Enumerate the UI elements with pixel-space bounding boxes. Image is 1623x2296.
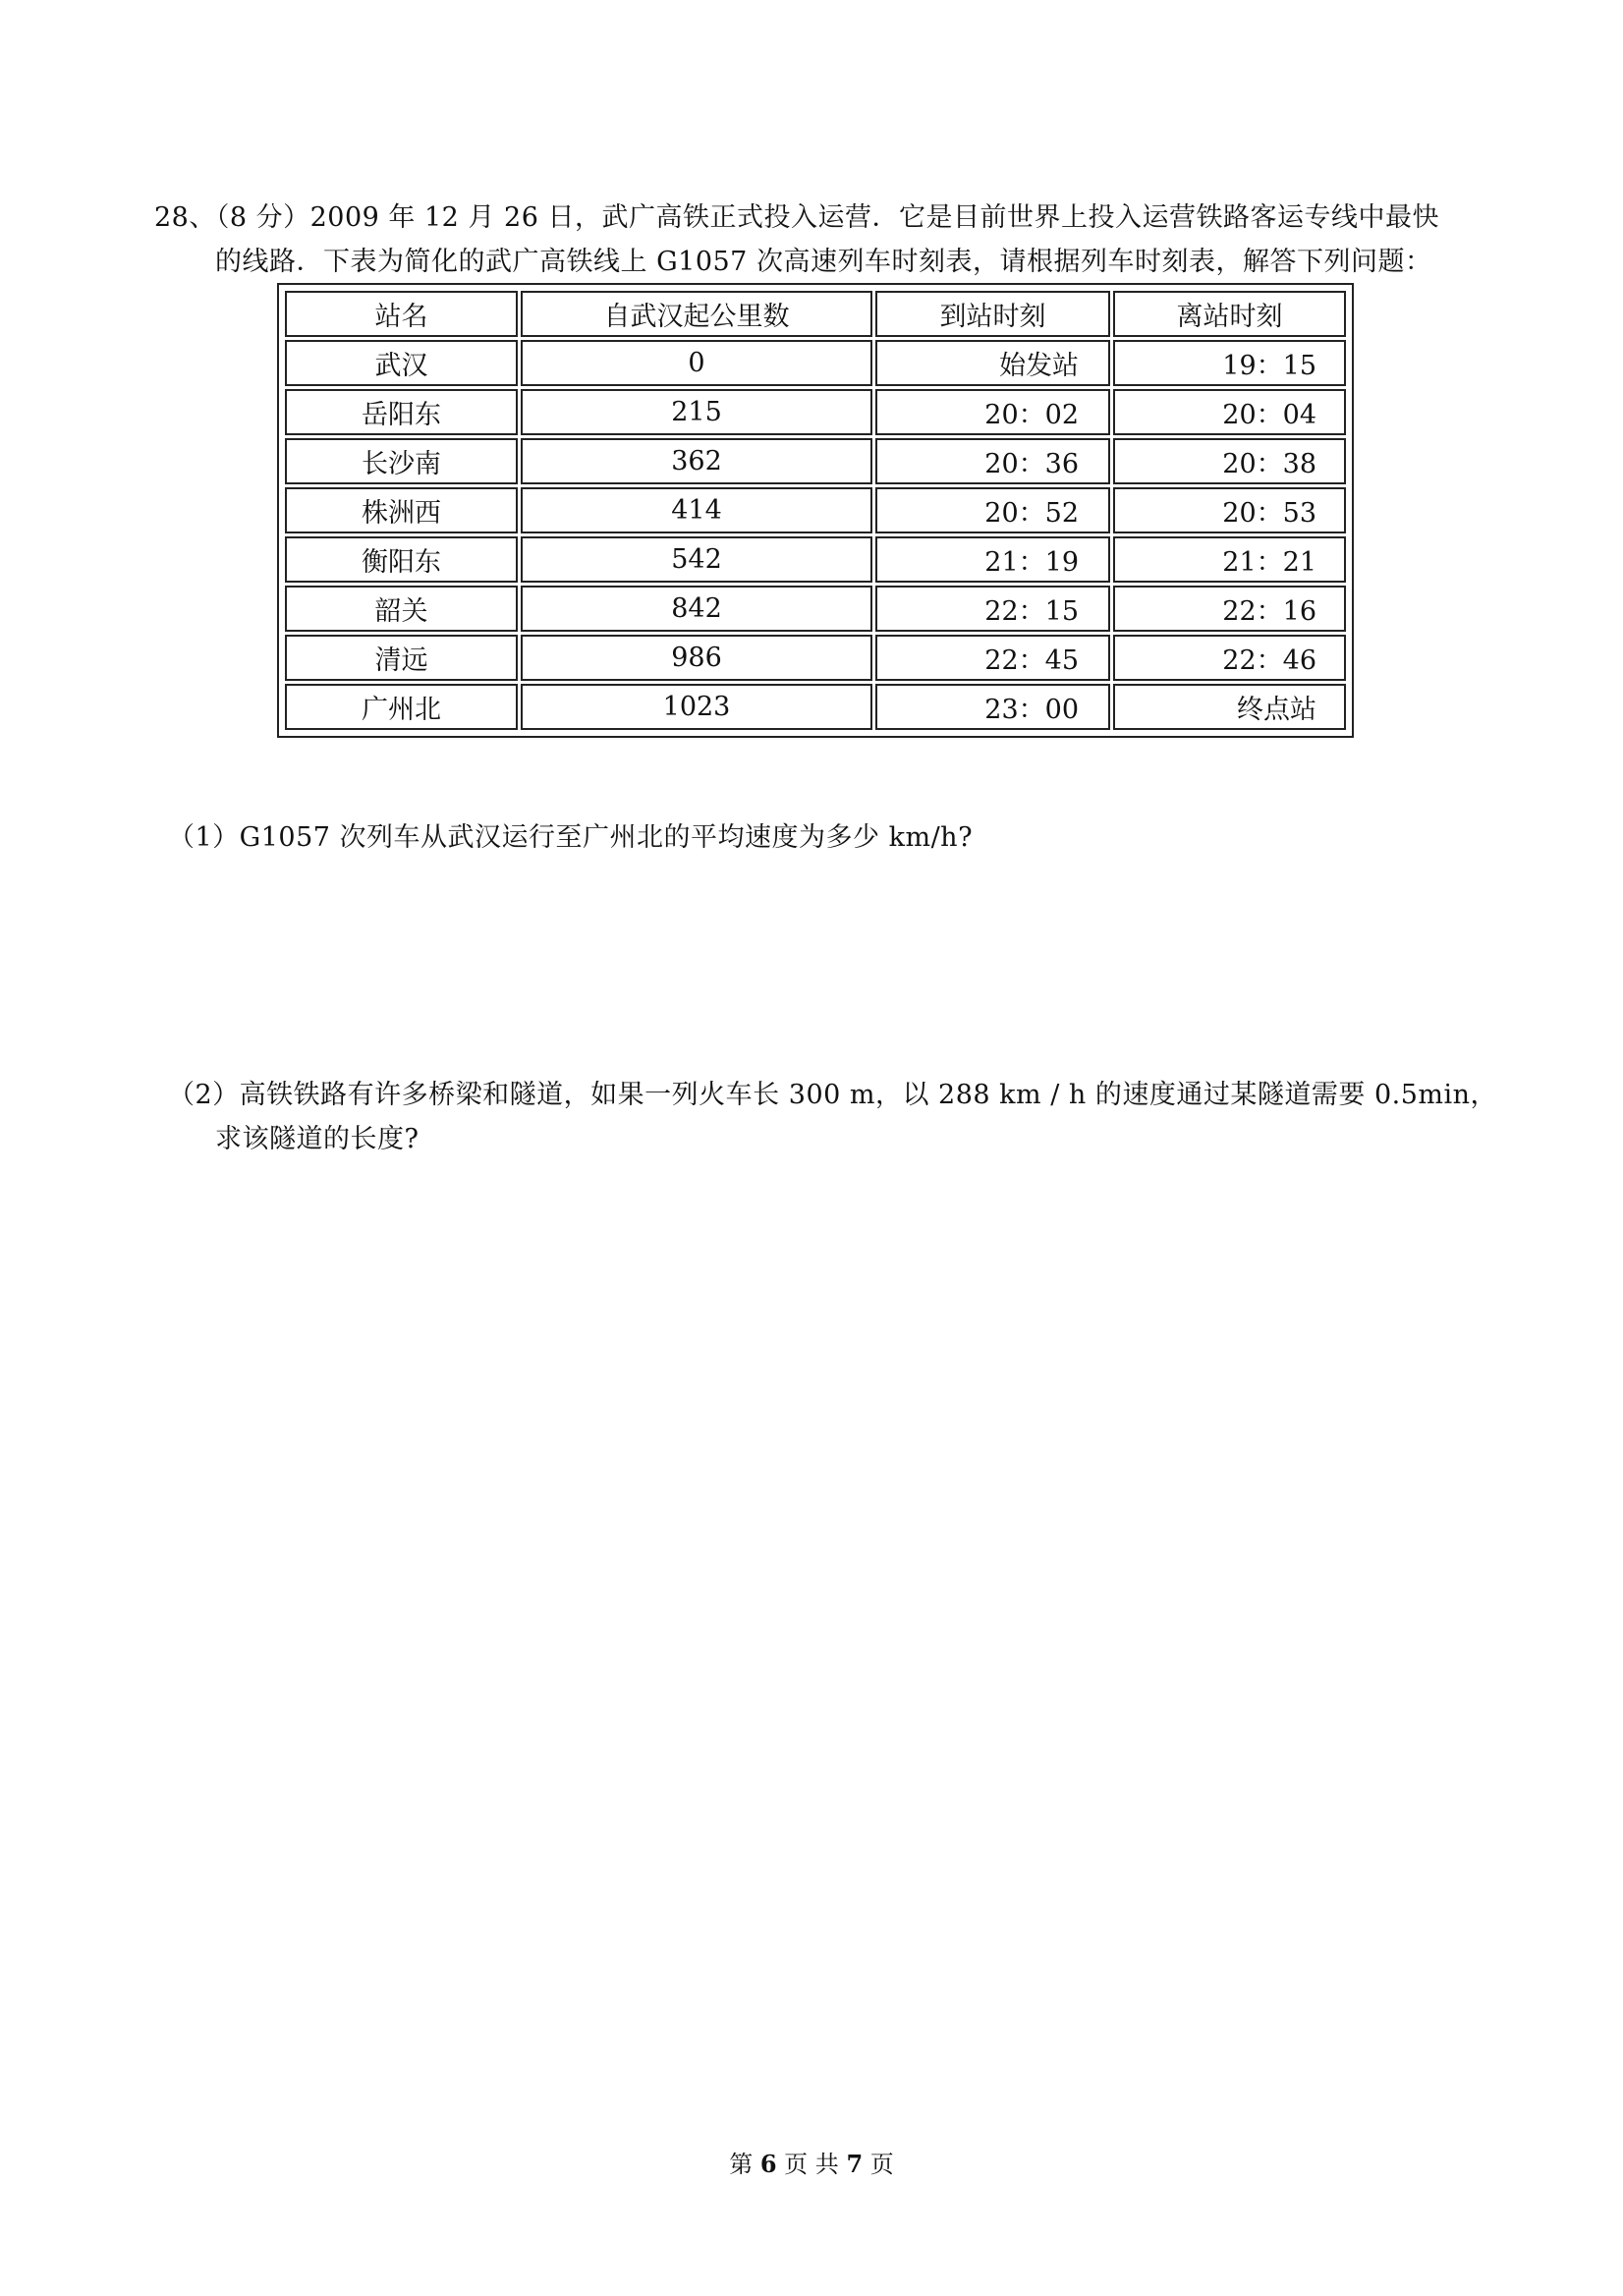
distance-cell: 215	[521, 389, 872, 435]
station-cell: 广州北	[285, 684, 518, 730]
total-page-count: 7	[846, 2150, 864, 2178]
station-cell: 长沙南	[285, 438, 518, 484]
departure-cell: 20：53	[1113, 487, 1346, 533]
page-footer	[0, 2150, 1623, 2179]
current-page-number: 6	[759, 2150, 777, 2178]
departure-cell: 21：21	[1113, 536, 1346, 583]
arrival-cell: 20：36	[875, 438, 1110, 484]
question-intro-line-1: 28、（8 分）2009 年 12 月 26 日，武广高铁正式投入运营．它是目前世界上投入运营铁路客运专线中最快	[154, 202, 1439, 233]
table-row	[285, 586, 1346, 632]
column-header-station: 站名	[285, 291, 518, 337]
footer-prefix: 第	[729, 2151, 754, 2178]
departure-cell: 20：38	[1113, 438, 1346, 484]
arrival-cell: 21：19	[875, 536, 1110, 583]
departure-cell: 19：15	[1113, 340, 1346, 386]
departure-cell: 22：16	[1113, 586, 1346, 632]
footer-middle: 页 共	[784, 2151, 839, 2178]
table-row	[285, 487, 1346, 533]
distance-cell: 986	[521, 635, 872, 681]
subquestion-2-line-2: 求该隧道的长度?	[215, 1124, 420, 1154]
arrival-cell: 始发站	[875, 340, 1110, 386]
table-row	[285, 635, 1346, 681]
table-row	[285, 340, 1346, 386]
departure-cell: 终点站	[1113, 684, 1346, 730]
departure-cell: 20：04	[1113, 389, 1346, 435]
distance-cell: 842	[521, 586, 872, 632]
distance-cell: 414	[521, 487, 872, 533]
distance-cell: 0	[521, 340, 872, 386]
station-cell: 株洲西	[285, 487, 518, 533]
subquestion-2-line-1: （2）高铁铁路有许多桥梁和隧道，如果一列火车长 300 m，以 288 km / h 的速度通过某隧道需要 0.5min，	[168, 1080, 1498, 1110]
distance-cell: 542	[521, 536, 872, 583]
column-header-departure: 离站时刻	[1113, 291, 1346, 337]
arrival-cell: 20：52	[875, 487, 1110, 533]
subquestion-1: （1）G1057 次列车从武汉运行至广州北的平均速度为多少 km/h?	[168, 822, 974, 853]
table-header-row	[285, 291, 1346, 337]
arrival-cell: 23：00	[875, 684, 1110, 730]
column-header-distance: 自武汉起公里数	[521, 291, 872, 337]
station-cell: 岳阳东	[285, 389, 518, 435]
train-timetable	[277, 283, 1354, 738]
station-cell: 清远	[285, 635, 518, 681]
station-cell: 衡阳东	[285, 536, 518, 583]
arrival-cell: 22：15	[875, 586, 1110, 632]
table-row	[285, 389, 1346, 435]
departure-cell: 22：46	[1113, 635, 1346, 681]
table-row	[285, 536, 1346, 583]
question-intro-line-2: 的线路．下表为简化的武广高铁线上 G1057 次高速列车时刻表，请根据列车时刻表，解答下列问题：	[215, 247, 1432, 277]
table-row	[285, 684, 1346, 730]
station-cell: 韶关	[285, 586, 518, 632]
distance-cell: 1023	[521, 684, 872, 730]
column-header-arrival: 到站时刻	[875, 291, 1110, 337]
table-row	[285, 438, 1346, 484]
station-cell: 武汉	[285, 340, 518, 386]
footer-suffix: 页	[869, 2151, 894, 2178]
arrival-cell: 22：45	[875, 635, 1110, 681]
distance-cell: 362	[521, 438, 872, 484]
arrival-cell: 20：02	[875, 389, 1110, 435]
